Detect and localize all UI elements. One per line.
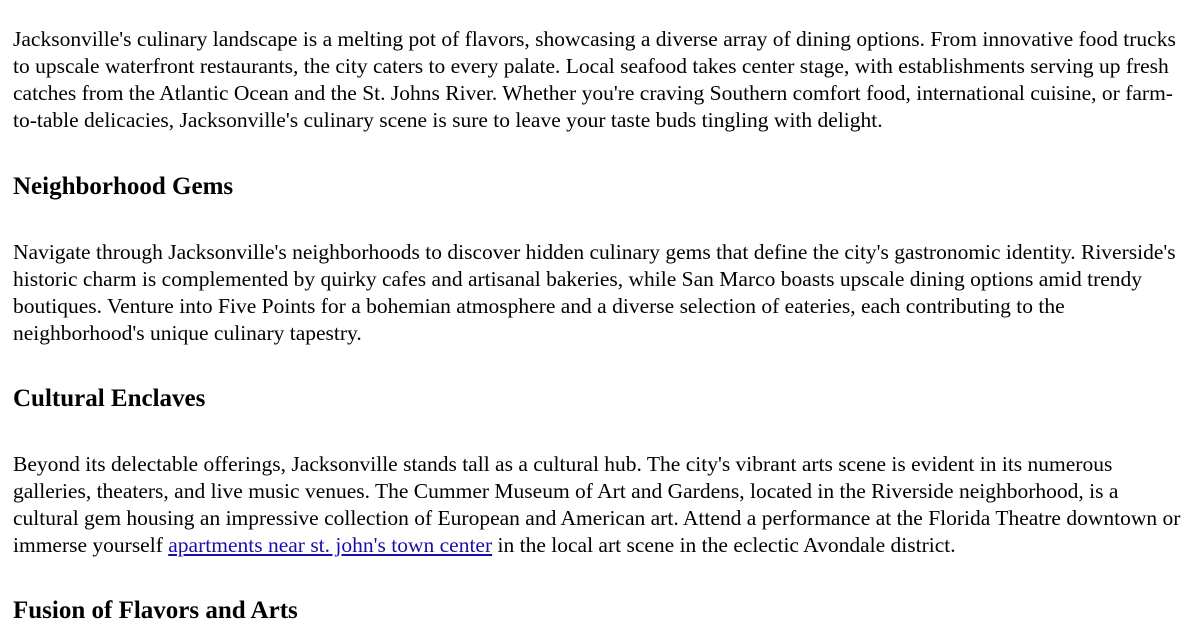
article-content bbox=[13, 26, 1188, 626]
cultural-enclaves-text-before-link: Beyond its delectable offerings, Jacksonville stands tall as a cultural hub. The city's vibrant arts scene is evident in its numerous galleries, theaters, and live music venues. The Cummer Museum of Art and Gardens, located in the Riverside neighborhood, is a cultural gem housing an impressive collection of European and American art. Attend a performance at the Florida Theatre downtown or immerse yourself bbox=[13, 452, 1181, 557]
section-heading-neighborhood-gems: Neighborhood Gems bbox=[13, 173, 234, 200]
cultural-enclaves-text-after-link: in the local art scene in the eclectic Avondale district. bbox=[492, 533, 956, 557]
cultural-enclaves-paragraph bbox=[13, 451, 1188, 559]
intro-paragraph: Jacksonville's culinary landscape is a melting pot of flavors, showcasing a diverse array of dining options. From innovative food trucks to upscale waterfront restaurants, the city caters to every palate. Local seafood takes center stage, with establishments serving up fresh catches from the Atlantic Ocean and the St. Johns River. Whether you're craving Southern comfort food, international cuisine, or farm-to-table delicacies, Jacksonville's culinary scene is sure to leave your taste buds tingling with delight. bbox=[13, 27, 1176, 132]
neighborhood-gems-paragraph: Navigate through Jacksonville's neighborhoods to discover hidden culinary gems that define the city's gastronomic identity. Riverside's historic charm is complemented by quirky cafes and artisanal bakeries, while San Marco boasts upscale dining options amid trendy boutiques. Venture into Five Points for a bohemian atmosphere and a diverse selection of eateries, each contributing to the neighborhood's unique culinary tapestry. bbox=[13, 240, 1176, 345]
section-heading-cultural-enclaves: Cultural Enclaves bbox=[13, 385, 206, 412]
apartments-link[interactable]: apartments near st. john's town center bbox=[168, 533, 493, 557]
section-heading-fusion-of-flavors-and-arts: Fusion of Flavors and Arts bbox=[13, 597, 298, 624]
